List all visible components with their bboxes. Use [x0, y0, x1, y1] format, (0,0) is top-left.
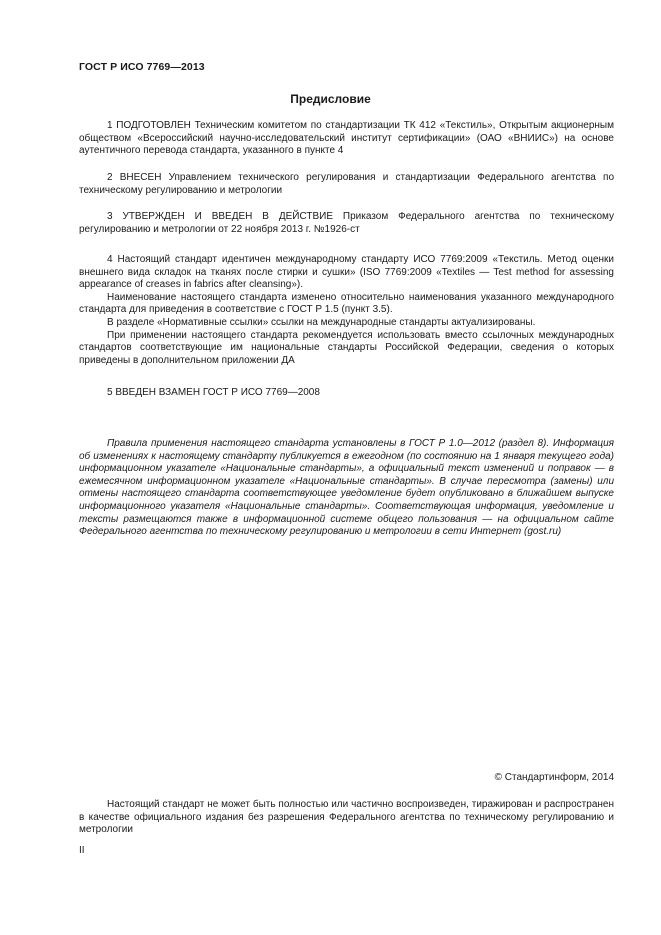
foreword-item-5 — [79, 387, 614, 400]
foreword-item-3 — [79, 211, 614, 236]
foreword-item-2-text: 2 ВНЕСЕН Управлением технического регулирования и стандартизации Федерального агентства по техническому регулированию и метрологии — [79, 172, 614, 196]
rights-statement-text: Настоящий стандарт не может быть полностью или частично воспроизведен, тиражирован и распространен в качестве официального издания без разрешения Федерального агентства по техническому регулированию и метрологии — [79, 799, 614, 836]
foreword-item-4-paragraph-4: При применении настоящего стандарта рекомендуется использовать вместо ссылочных международных стандартов соответствующие им национальные стандарты Российской Федерации, сведения о которых приведены в дополнительном приложении ДА — [79, 329, 614, 366]
foreword-item-5-text: 5 ВВЕДЕН ВЗАМЕН ГОСТ Р ИСО 7769—2008 — [107, 387, 320, 398]
foreword-item-4 — [79, 254, 614, 367]
foreword-item-4-paragraph-3: В разделе «Нормативные ссылки» ссылки на международные стандарты актуализированы. — [107, 316, 536, 328]
page-number: II — [79, 845, 85, 856]
application-rules-notice — [79, 438, 614, 539]
copyright-line: © Стандартинформ, 2014 — [494, 772, 614, 783]
page-title: Предисловие — [290, 92, 371, 106]
foreword-item-1-text: 1 ПОДГОТОВЛЕН Техническим комитетом по стандартизации ТК 412 «Текстиль», Открытым акционерным обществом «Всероссийский научно-исследовательский институт сертификации» (ОАО «ВНИИС») на основе аутентичного перевода стандарта, указанного в пункте 4 — [79, 120, 614, 157]
foreword-item-2 — [79, 172, 614, 197]
standard-code-header: ГОСТ Р ИСО 7769—2013 — [79, 61, 205, 73]
foreword-item-3-text: 3 УТВЕРЖДЕН И ВВЕДЕН В ДЕЙСТВИЕ Приказом Федерального агентства по техническому регулированию и метрологии от 22 ноября 2013 г. №1926-ст — [79, 211, 614, 235]
rights-statement — [79, 799, 614, 837]
foreword-item-4-paragraph-2: Наименование настоящего стандарта изменено относительно наименования указанного международного стандарта для приведения в соответствие с ГОСТ Р 1.5 (пункт 3.5). — [79, 291, 614, 316]
foreword-item-4-text: 4 Настоящий стандарт идентичен международному стандарту ИСО 7769:2009 «Текстиль. Метод оценки внешнего вида складок на тканях после стирки и сушки» (ISO 7769:2009 «Textiles — Test method for assessing appearance of creases in fabrics after cleansing»). — [79, 254, 614, 291]
foreword-item-1 — [79, 120, 614, 158]
application-rules-text: Правила применения настоящего стандарта установлены в ГОСТ Р 1.0—2012 (раздел 8). Информация об изменениях к настоящему стандарту публикуется в ежегодном (по состоянию на 1 января текущего года) информационном указателе «Национальные стандарты», а официальный текст изменений и поправок — в ежемесячном информационном указателе «Национальные стандарты». В случае пересмотра (замены) или отмены настоящего стандарта соответствующее уведомление будет опубликовано в ближайшем выпуске информационного указателя «Национальные стандарты». Соответствующая информация, уведомление и тексты размещаются также в информационной системе общего пользования — на официальном сайте Федерального агентства по техническому регулированию и метрологии в сети Интернет (gost.ru) — [79, 438, 614, 538]
